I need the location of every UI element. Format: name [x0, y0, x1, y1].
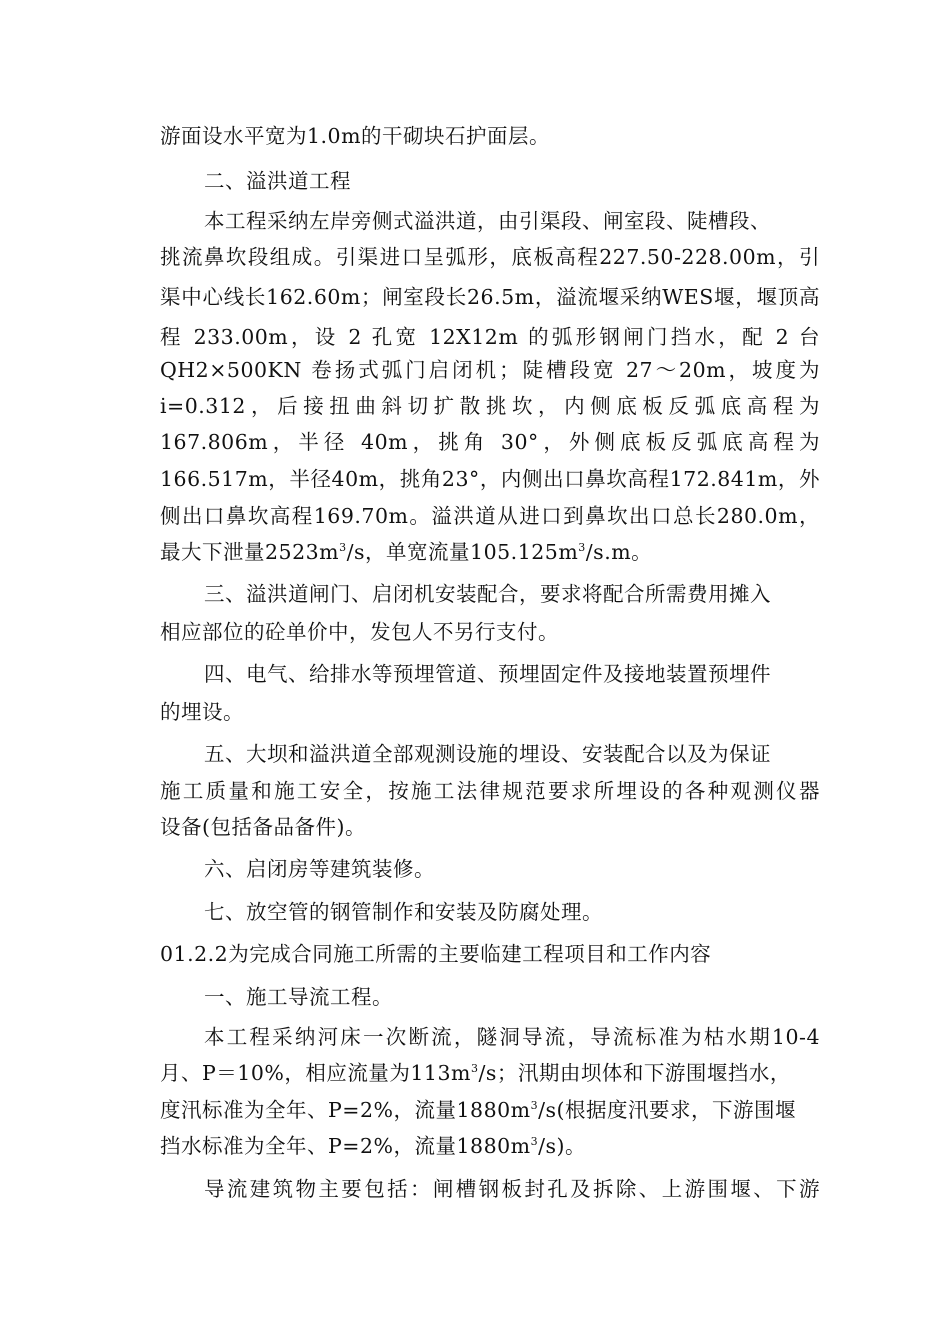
paragraph-line: 设备(包括备品备件)。: [160, 815, 366, 839]
paragraph-line: 本工程采纳河床一次断流，隧洞导流，导流标准为枯水期10-4: [204, 1025, 820, 1049]
paragraph-line: 167.806m，半径 40m，挑角 30°，外侧底板反弧底高程为: [160, 430, 820, 454]
paragraph-line: 挑流鼻坎段组成。引渠进口呈弧形，底板高程227.50-228.00m，引: [160, 245, 820, 269]
paragraph-line: 程 233.00m，设 2 孔宽 12X12m 的弧形钢闸门挡水，配 2 台: [160, 325, 820, 349]
paragraph-line: 挡水标准为全年、P=2%，流量$1880m^3/s$)。: [160, 1134, 587, 1158]
paragraph-line: 本工程采纳左岸旁侧式溢洪道，由引渠段、闸室段、陡槽段、: [204, 209, 771, 233]
paragraph-line: 月、P＝10%，相应流量为$113m^3/s$；汛期由坝体和下游围堰挡水，: [160, 1061, 791, 1085]
section-heading: 四、电气、给排水等预埋管道、预埋固定件及接地装置预埋件: [204, 662, 771, 686]
text-line: 游面设水平宽为1.0m的干砌块石护面层。: [160, 124, 551, 148]
section-heading: 六、启闭房等建筑装修。: [204, 857, 435, 881]
paragraph-line: 最大下泄量$2523m^3/s$，单宽流量$105.125m^3/s.m$。: [160, 540, 653, 564]
section-heading: 一、施工导流工程。: [204, 985, 393, 1009]
paragraph-line: 施工质量和施工安全，按施工法律规范要求所埋设的各种观测仪器: [160, 779, 820, 803]
section-heading: 七、放空管的钢管制作和安装及防腐处理。: [204, 900, 603, 924]
paragraph-line: 侧出口鼻坎高程169.70m。溢洪道从进口到鼻坎出口总长280.0m，: [160, 504, 820, 528]
paragraph-line: 度汛标准为全年、P=2%，流量$1880m^3/s$(根据度汛要求，下游围堰: [160, 1098, 797, 1122]
paragraph-line: 的埋设。: [160, 700, 244, 724]
paragraph-line: i=0.312，后接扭曲斜切扩散挑坎，内侧底板反弧底高程为: [160, 394, 820, 418]
section-heading: 二、溢洪道工程: [204, 169, 351, 193]
paragraph-line: 渠中心线长162.60m；闸室段长26.5m，溢流堰采纳WES堰，堰顶高: [160, 285, 820, 309]
paragraph-line: QH2×500KN 卷扬式弧门启闭机；陡槽段宽 27～20m，坡度为: [160, 358, 820, 382]
subsection-heading: 01.2.2为完成合同施工所需的主要临建工程项目和工作内容: [160, 942, 712, 966]
paragraph-line: 相应部位的砼单价中，发包人不另行支付。: [160, 620, 559, 644]
paragraph-line: 166.517m，半径40m，挑角23°，内侧出口鼻坎高程172.841m，外: [160, 467, 820, 491]
section-heading: 三、溢洪道闸门、启闭机安装配合，要求将配合所需费用摊入: [204, 582, 771, 606]
paragraph-line: 导流建筑物主要包括：闸槽钢板封孔及拆除、上游围堰、下游: [204, 1177, 820, 1201]
section-heading: 五、大坝和溢洪道全部观测设施的埋设、安装配合以及为保证: [204, 742, 771, 766]
